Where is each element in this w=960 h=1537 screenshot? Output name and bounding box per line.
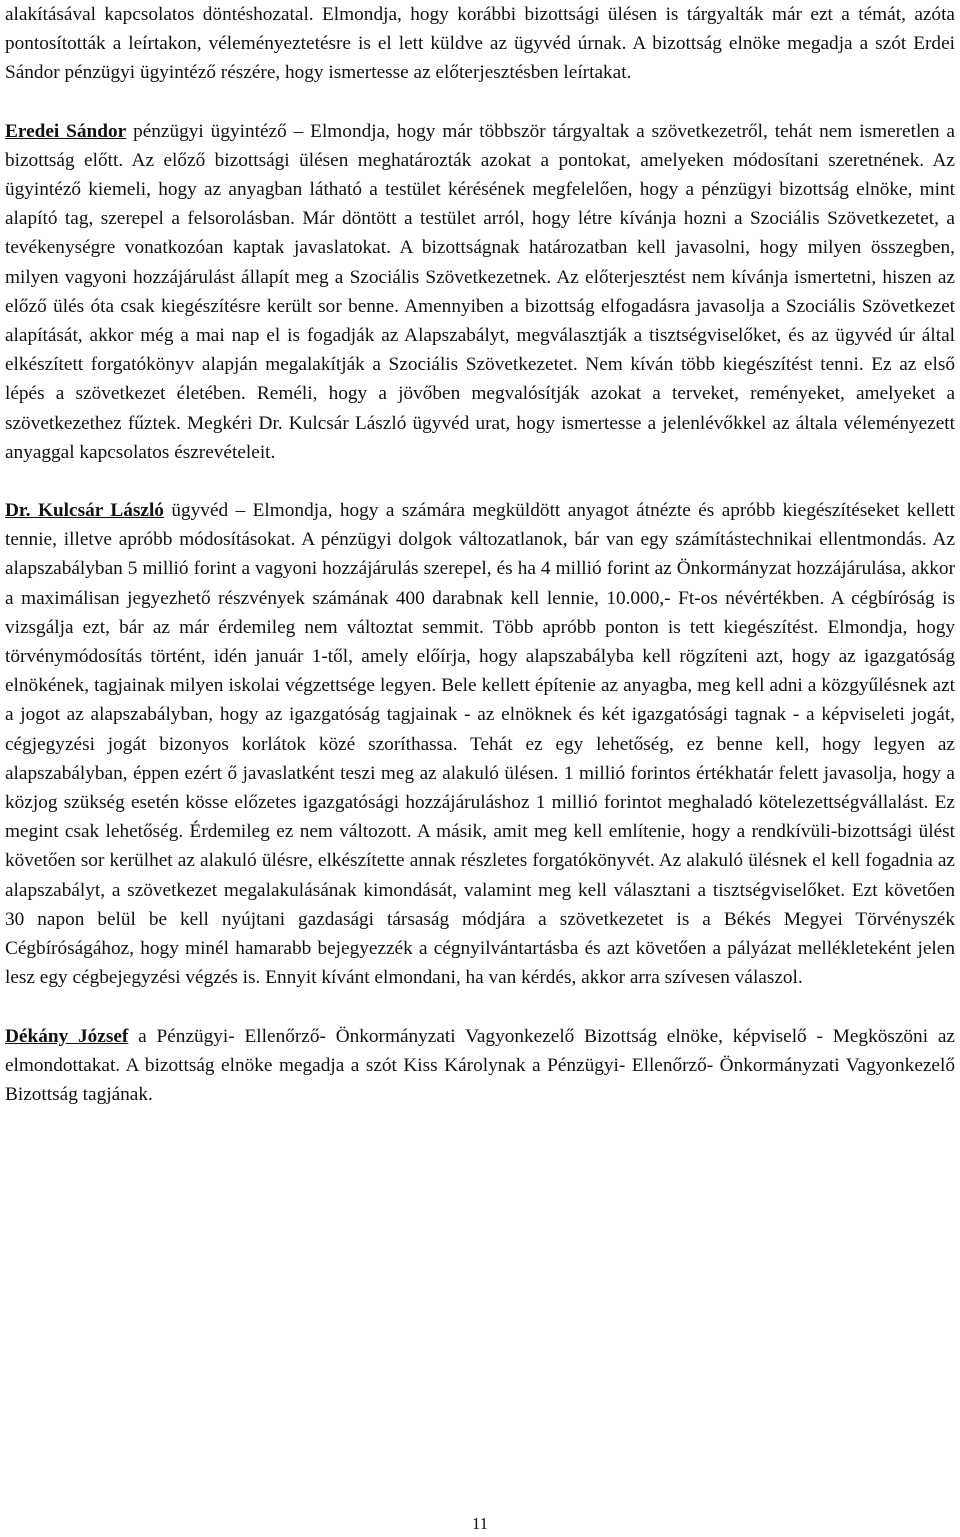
paragraph-spacer <box>5 467 955 496</box>
document-page <box>5 0 955 1109</box>
paragraph-dekany <box>5 1022 955 1110</box>
paragraph-text: ügyvéd – Elmondja, hogy a számára megküldött anyagot átnézte és apróbb kiegészítéseket kellett tennie, illetve apróbb módosításokat. A pénzügyi dolgok változatlanok, bár van egy számítástechnikai ellentmondás. Az alapszabályban 5 millió forint a vagyoni hozzájárulás szerepel, és ha 4 millió forint az Önkormányzat hozzájárulása, akkor a maximálisan jegyezhető részvények számának 400 darabnak kell lennie, 10.000,- Ft-os névértékben. A cégbíróság is vizsgálja ezt, bár az már érdemileg nem változtat semmit. Több apróbb ponton is tett kiegészítést. Elmondja, hogy törvénymódosítás történt, idén január 1-től, amely előírja, hogy alapszabályba kell rögzíteni azt, hogy az igazgatóság elnökének, tagjainak milyen iskolai végzettsége legyen. Bele kellett építenie az anyagba, meg kell adni a közgyűlésnek azt a jogot az alapszabályban, hogy az igazgatóság tagjainak - az elnöknek és két igazgatósági tagnak - a képviseleti jogát, cégjegyzési jogát bizonyos korlátok közé szoríthassa. Tehát ez egy lehetőség, ez benne kell, hogy legyen az alapszabályban, éppen ezért ő javaslatként teszi meg az alakuló ülésen. 1 millió forintos értékhatár felett javasolja, hogy a közjog szükség esetén kösse előzetes igazgatósági hozzájáruláshoz 1 millió forintot meghaladó kötelezettségvállalást. Ez megint csak lehetőség. Érdemileg ez nem változott. A másik, amit meg kell említenie, hogy a rendkívüli-bizottsági ülést követően sor kerülhet az alakuló ülésre, elkészítette annak részletes forgatókönyvét. Az alakuló ülésnek el kell fogadnia az alapszabályt, a szövetkezet megalakulásának kimondását, valamint meg kell választani a tisztségviselőket. Ezt követően 30 napon belül be kell nyújtani gazdasági társaság módjára a szövetkezetet is a Békés Megyei Törvényszék Cégbíróságához, hogy minél hamarabb bejegyezzék a cégnyilvántartásba és azt követően a pályázat mellékleteként jelen lesz egy cégbejegyzési végzés is. Ennyit kívánt elmondani, ha van kérdés, akkor arra szívesen válaszol. <box>5 500 955 989</box>
speaker-name: Dr. Kulcsár László <box>5 500 164 522</box>
paragraph-spacer <box>5 88 955 117</box>
paragraph-text: pénzügyi ügyintéző – Elmondja, hogy már többször tárgyaltak a szövetkezetről, tehát nem ismeretlen a bizottság előtt. Az előző bizottsági ülésen meghatározták azokat a pontokat, amelyeken módosítani szeretnének. Az ügyintéző kiemeli, hogy az anyagban látható a testület kérésének megfelelően, hogy a pénzügyi bizottság elnöke, mint alapító tag, szerepel a felsorolásban. Már döntött a testület arról, hogy létre kívánja hozni a Szociális Szövetkezetet, a tevékenységre vonatkozóan kaptak javaslatokat. A bizottságnak határozatban kell javasolni, hogy milyen összegben, milyen vagyoni hozzájárulást állapít meg a Szociális Szövetkezetnek. Az előterjesztést nem kívánja ismertetni, hiszen az előző ülés óta csak kiegészítésre került sor benne. Amennyiben a bizottság elfogadásra javasolja a Szociális Szövetkezet alapítását, akkor még a mai nap el is fogadják az Alapszabályt, megválasztják a tisztségviselőket, és az ügyvéd úr által elkészített forgatókönyv alapján megalakítják a Szociális Szövetkezetet. Nem kíván több kiegészítést tenni. Ez az első lépés a szövetkezet életében. Reméli, hogy a jövőben megvalósítják azokat a terveket, reményeket, amelyeket a szövetkezethez fűztek. Megkéri Dr. Kulcsár László ügyvéd urat, hogy ismertesse a jelenlévőkkel az általa véleményezett anyaggal kapcsolatos észrevételeit. <box>5 120 955 463</box>
paragraph-text: a Pénzügyi- Ellenőrző- Önkormányzati Vagyonkezelő Bizottság elnöke, képviselő - Megköszöni az elmondottakat. A bizottság elnöke megadja a szót Kiss Károlynak a Pénzügyi- Ellenőrző- Önkormányzati Vagyonkezelő Bizottság tagjának. <box>5 1025 955 1105</box>
speaker-name: Dékány József <box>5 1025 129 1047</box>
speaker-name: Eredei Sándor <box>5 120 127 142</box>
paragraph-text: alakításával kapcsolatos döntéshozatal. Elmondja, hogy korábbi bizottsági ülésen is tárgyalták már ezt a témát, azóta pontosították a leírtakon, véleményeztetésre is el lett küldve az ügyvéd úrnak. A bizottság elnöke megadja a szót Erdei Sándor pénzügyi ügyintéző részére, hogy ismertesse az előterjesztésben leírtakat. <box>5 4 955 84</box>
paragraph-erdei <box>5 117 955 467</box>
paragraph-spacer <box>5 993 955 1022</box>
paragraph-intro <box>5 0 955 88</box>
page-number: 11 <box>471 1514 489 1533</box>
paragraph-kulcsar <box>5 496 955 992</box>
